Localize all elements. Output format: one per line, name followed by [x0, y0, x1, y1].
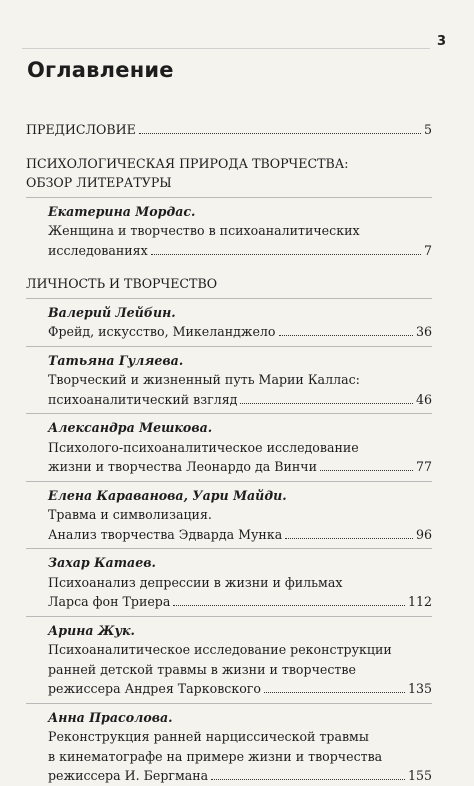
divider: [26, 703, 432, 704]
dot-leader: [320, 470, 413, 471]
toc-page-number: 5: [423, 122, 432, 137]
section-heading-continued: ОБЗОР ЛИТЕРАТУРЫ: [26, 175, 172, 190]
page-title: Оглавление: [27, 58, 174, 82]
toc-page-number: 7: [423, 242, 432, 258]
entry-title-line: Ларса фон Триера: [48, 594, 171, 609]
toc-page-number: 96: [415, 526, 432, 542]
dot-leader: [279, 335, 413, 336]
entry-title-line: Реконструкция ранней нарциссической травмы: [48, 729, 369, 744]
toc-page-number: 36: [415, 324, 432, 339]
dot-leader: [240, 403, 413, 404]
toc-entry[interactable]: [26, 708, 432, 786]
entry-title-line: исследованиях: [48, 242, 148, 258]
entry-author: Елена Караванова, Уари Майди.: [48, 487, 287, 503]
dot-leader: [264, 692, 405, 693]
divider: [26, 481, 432, 482]
toc-entry[interactable]: [26, 303, 432, 342]
entry-author: Валерий Лейбин.: [48, 304, 176, 320]
entry-author: Захар Катаев.: [48, 555, 156, 570]
entry-title-line: Анализ творчества Эдварда Мунка: [48, 526, 283, 542]
entry-title-line: жизни и творчества Леонардо да Винчи: [48, 459, 318, 474]
entry-title-line: ранней детской травмы в жизни и творчестве: [48, 661, 356, 677]
dot-leader: [285, 538, 413, 539]
divider: [26, 616, 432, 617]
divider: [26, 197, 432, 198]
toc-page-number: 155: [407, 768, 432, 783]
toc-entry[interactable]: [26, 621, 432, 699]
toc-entry[interactable]: [26, 202, 432, 261]
entry-title-line: Психоанализ депрессии в жизни и фильмах: [48, 574, 343, 590]
entry-title-line: Психоаналитическое исследование реконструкции: [48, 642, 392, 657]
entry-title-line: режиссера Андрея Тарковского: [48, 681, 261, 696]
dot-leader: [151, 254, 421, 255]
toc-entry[interactable]: [26, 351, 432, 410]
entry-title-line: Психолого-психоаналитическое исследование: [48, 439, 359, 455]
dot-leader: [173, 605, 405, 606]
toc-page-number: 135: [407, 681, 432, 696]
toc-entry[interactable]: [26, 486, 432, 545]
entry-author: Анна Прасолова.: [48, 709, 173, 725]
entry-title-line: режиссера И. Бергмана: [48, 768, 209, 783]
entry-title-line: в кинематографе на примере жизни и творчества: [48, 748, 383, 764]
section-heading: ЛИЧНОСТЬ И ТВОРЧЕСТВО: [26, 276, 218, 291]
entry-author: Александра Мешкова.: [48, 420, 213, 435]
entry-title-line: Творческий и жизненный путь Марии Каллас:: [48, 372, 360, 387]
divider: [26, 298, 432, 299]
entry-title-line: Фрейд, искусство, Микеланджело: [48, 324, 276, 339]
toc-entry-label: ПРЕДИСЛОВИЕ: [26, 122, 136, 137]
dot-leader: [139, 133, 421, 134]
entry-author: Арина Жук.: [48, 622, 135, 638]
toc-entry[interactable]: [26, 418, 432, 477]
top-rule: [22, 48, 430, 49]
entry-title-line: психоаналитический взгляд: [48, 391, 238, 407]
divider: [26, 548, 432, 549]
table-of-contents: [26, 120, 432, 786]
section-heading: ПСИХОЛОГИЧЕСКАЯ ПРИРОДА ТВОРЧЕСТВА:: [26, 155, 349, 171]
toc-page-number: 112: [407, 594, 432, 609]
entry-author: Татьяна Гуляева.: [48, 352, 184, 368]
toc-entry-preface[interactable]: [26, 120, 432, 140]
toc-page-number: 77: [415, 459, 432, 474]
dot-leader: [211, 779, 405, 780]
toc-page-number: 46: [415, 391, 432, 407]
entry-author: Екатерина Мордас.: [48, 203, 196, 219]
page-number: 3: [436, 34, 446, 49]
toc-entry[interactable]: [26, 553, 432, 612]
entry-title-line: Травма и символизация.: [48, 507, 212, 522]
divider: [26, 413, 432, 414]
entry-title-line: Женщина и творчество в психоаналитических: [48, 223, 360, 238]
divider: [26, 346, 432, 347]
